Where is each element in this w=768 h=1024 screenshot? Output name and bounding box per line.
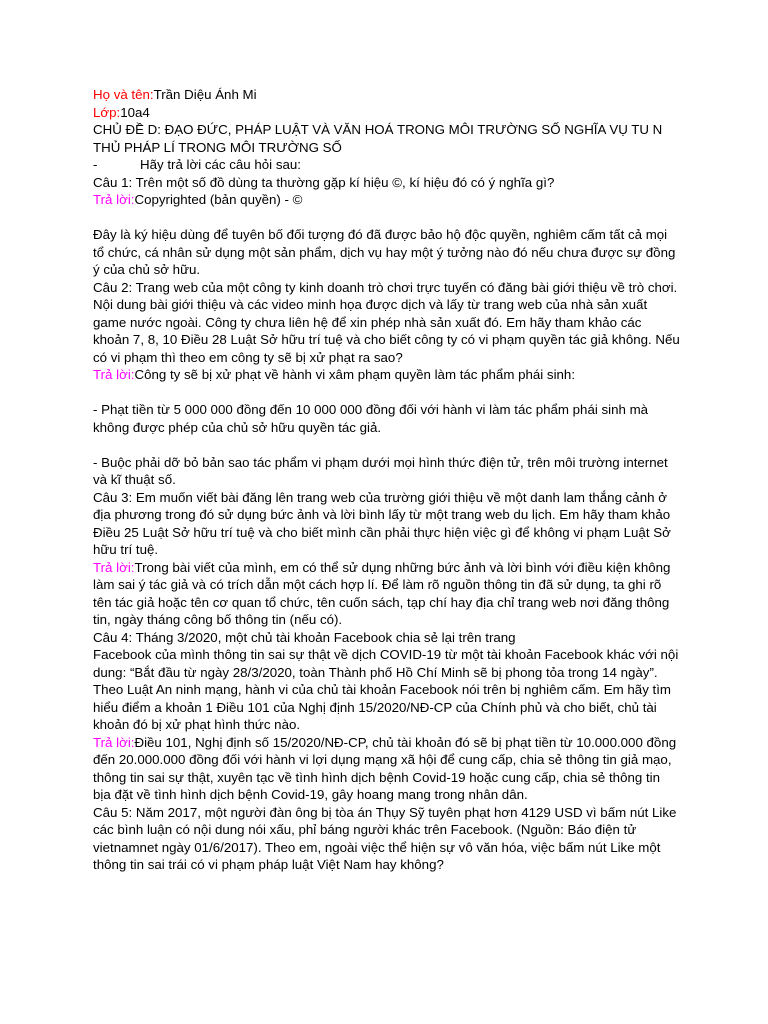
instruction-dash: - [93,157,98,172]
question-3: Câu 3: Em muốn viết bài đăng lên trang web của trường giới thiệu về một danh lam thắng cảnh ở địa phương trong đó sử dụng bức ảnh và lời bình lấy từ một trang web du lịch. Em hãy tham khảo Điều 25 Luật Sở hữu trí tuệ và cho biết mình cần phải thực hiện việc gì để không vi phạm Luật Sở hữu trí tuệ. [93,489,671,557]
question-4-line-2: Facebook của mình thông tin sai sự thật về dịch COVID-19 từ một tài khoản Facebook khác với nội dung: “Bắt đầu từ ngày 28/3/2020, toàn Thành phố Hồ Chí Minh sẽ bị phong tỏa trong 14 ngày”. [93,647,679,680]
answer-2 [93,366,681,384]
answer-4-text: Điều 101, Nghị định số 15/2020/NĐ-CP, chủ tài khoản đó sẽ bị phạt tiền từ 10.000.000 đồng đến 20.000.000 đồng đối với hành vi lợi dụng mạng xã hội để cung cấp, chia sẻ thông tin giả mạo, thông tin sai sự thật, xuyên tạc về tình hình dịch bệnh Covid-19 hoặc cung cấp, chia sẻ thông tin bịa đặt về tình hình dịch bệnh Covid-19, gây hoang mang trong nhân dân. [93,734,677,802]
class-label: Lớp: [93,104,121,120]
answer-label: Trả lời: [93,192,135,207]
answer-2-text: Công ty sẽ bị xử phạt về hành vi xâm phạm quyền làm tác phẩm phái sinh: [134,367,576,382]
answer-label: Trả lời: [93,734,135,750]
question-2: Câu 2: Trang web của một công ty kinh doanh trò chơi trực tuyến có đăng bài giới thiệu về trò chơi. Nội dung bài giới thiệu và các video minh họa được dịch và lấy từ trang web của nhà sản xuất game nước ngoài. Công ty chưa liên hệ để xin phép nhà sản xuất đó. Em hãy tham khảo các khoản 7, 8, 10 Điều 28 Luật Sở hữu trí tuệ và cho biết công ty có vi phạm quyền tác giả không. Nếu có vi phạm thì theo em công ty sẽ bị xử phạt ra sao? [93,279,680,365]
question-1: Câu 1: Trên một số đồ dùng ta thường gặp kí hiệu ©, kí hiệu đó có ý nghĩa gì? [93,174,555,190]
name-label: Họ và tên: [93,87,154,102]
answer-3-text: Trong bài viết của mình, em có thể sử dụng những bức ảnh và lời bình với điều kiện không làm sai ý tác giả và có trích dẫn một cách hợp lí. Để làm rõ nguồn thông tin đã sử dụng, ta ghi rõ tên tác giả hoặc tên cơ quan tổ chức, tên cuốn sách, tạp chí hay địa chỉ trang web nơi đăng thông tin, ngày tháng công bố thông tin (nếu có). [93,559,671,627]
question-4-line-3: Theo Luật An ninh mạng, hành vi của chủ tài khoản Facebook nói trên bị nghiêm cấm. Em hãy tìm hiểu điểm a khoản 1 Điều 101 của Nghị định 15/2020/NĐ-CP của Chính phủ và cho biết, chủ tài khoản đó bị xử phạt hình thức nào. [93,682,672,732]
blank-line [93,384,681,402]
answer-1-text: Copyrighted (bản quyền) - © [134,192,303,207]
answer-1 [93,191,681,209]
answer-2-point-2: - Buộc phải dỡ bỏ bản sao tác phẩm vi phạm dưới mọi hình thức điện tử, trên môi trường internet và kĩ thuật số. [93,454,668,487]
topic-heading: CHỦ ĐỀ D: ĐẠO ĐỨC, PHÁP LUẬT VÀ VĂN HOÁ TRONG MÔI TRƯỜNG SỐ NGHĨA VỤ TU N THỦ PHÁP LÍ TRONG MÔI TRƯỜNG SỐ [93,122,663,155]
document-page [93,86,681,874]
instruction-text: Hãy trả lời các câu hỏi sau: [140,157,301,172]
answer-1-explanation: Đây là ký hiệu dùng để tuyên bố đối tượng đó đã được bảo hộ độc quyền, nghiêm cấm tất cả mọi tổ chức, cá nhân sử dụng một sản phẩm, dịch vụ hay một ý tưởng nào đó nếu chưa được sự đồng ý của chủ sở hữu. [93,227,676,277]
name-value: Trần Diệu Ánh Mi [153,87,257,102]
student-name-line [93,86,681,104]
blank-line [93,436,681,454]
answer-label: Trả lời: [93,367,135,382]
class-value: 10a4 [120,104,150,120]
question-4-line-1: Câu 4: Tháng 3/2020, một chủ tài khoản Facebook chia sẻ lại trên trang [93,629,516,645]
answer-4 [93,734,681,804]
blank-line [93,209,681,227]
answer-label: Trả lời: [93,559,135,575]
question-5: Câu 5: Năm 2017, một người đàn ông bị tòa án Thụy Sỹ tuyên phạt hơn 4129 USD vì bấm nút Like các bình luận có nội dung nói xấu, phỉ báng người khác trên Facebook. (Nguồn: Báo điện tử vietnamnet ngày 01/6/2017). Theo em, ngoài việc thể hiện sự vô văn hóa, việc bấm nút Like một thông tin sai trái có vi phạm pháp luật Việt Nam hay không? [93,804,677,872]
instruction-line [93,156,681,174]
class-line [93,104,681,122]
answer-3 [93,559,681,629]
answer-2-point-1: - Phạt tiền từ 5 000 000 đồng đến 10 000 000 đồng đối với hành vi làm tác phẩm phái sinh mà không được phép của chủ sở hữu quyền tác giả. [93,402,649,435]
